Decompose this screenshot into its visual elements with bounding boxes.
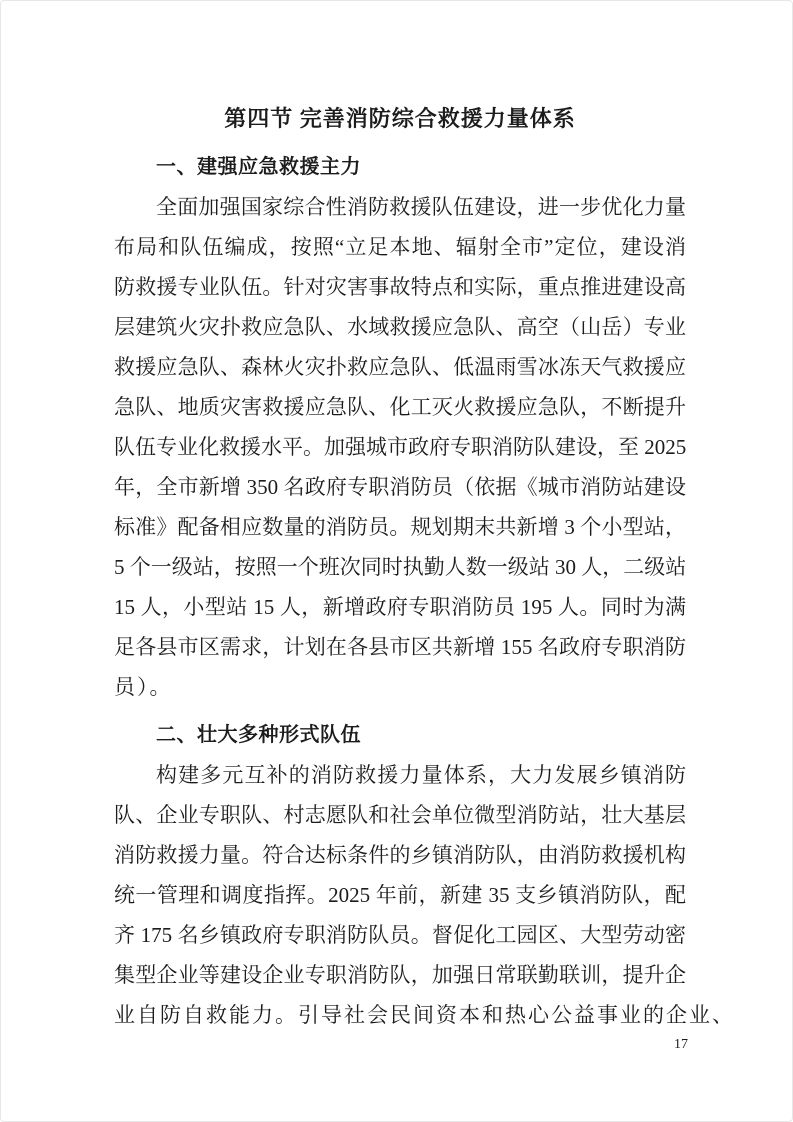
paragraph-line: 急队、地质灾害救援应急队、化工灭火救援应急队，不断提升 <box>114 395 686 419</box>
paragraph-line: 防救援专业队伍。针对灾害事故特点和实际，重点推进建设高 <box>114 275 686 299</box>
paragraph-line: 15 人，小型站 15 人，新增政府专职消防员 195 人。同时为满 <box>114 595 686 619</box>
paragraph-2 <box>114 755 735 1035</box>
paragraph-line: 业自防自救能力。引导社会民间资本和热心公益事业的企业、 <box>114 1003 735 1027</box>
paragraph-line: 齐 175 名乡镇政府专职消防队员。督促化工园区、大型劳动密 <box>114 923 686 947</box>
page-number: 17 <box>674 1037 688 1052</box>
paragraph-line: 足各县市区需求，计划在各县市区共新增 155 名政府专职消防 <box>114 635 686 659</box>
paragraph-line: 布局和队伍编成，按照“立足本地、辐射全市”定位，建设消 <box>114 235 686 259</box>
subsection-heading-1: 一、建强应急救援主力 <box>156 156 361 178</box>
document-content <box>114 99 735 1035</box>
paragraph-line: 员）。 <box>114 675 173 699</box>
paragraph-line: 队伍专业化救援水平。加强城市政府专职消防队建设，至 2025 <box>114 435 687 459</box>
paragraph-line: 构建多元互补的消防救援力量体系，大力发展乡镇消防 <box>156 763 686 787</box>
paragraph-line: 年，全市新增 350 名政府专职消防员（依据《城市消防站建设 <box>114 475 686 499</box>
paragraph-line: 统一管理和调度指挥。2025 年前，新建 35 支乡镇消防队，配 <box>114 883 686 907</box>
paragraph-line: 队、企业专职队、村志愿队和社会单位微型消防站，壮大基层 <box>114 803 686 827</box>
paragraph-line: 集型企业等建设企业专职消防队，加强日常联勤联训，提升企 <box>114 963 686 987</box>
paragraph-line: 层建筑火灾扑救应急队、水域救援应急队、高空（山岳）专业 <box>114 315 686 339</box>
subsection-heading-2: 二、壮大多种形式队伍 <box>156 724 361 746</box>
paragraph-line: 5 个一级站，按照一个班次同时执勤人数一级站 30 人，二级站 <box>114 555 687 579</box>
paragraph-line: 救援应急队、森林火灾扑救应急队、低温雨雪冰冻天气救援应 <box>114 355 686 379</box>
paragraph-line: 全面加强国家综合性消防救援队伍建设，进一步优化力量 <box>156 195 686 219</box>
paragraph-line: 消防救援力量。符合达标条件的乡镇消防队，由消防救援机构 <box>114 843 686 867</box>
paragraph-line: 标准》配备相应数量的消防员。规划期末共新增 3 个小型站， <box>114 515 686 539</box>
paragraph-1 <box>114 187 686 707</box>
section-title: 第四节 完善消防综合救援力量体系 <box>224 106 576 131</box>
